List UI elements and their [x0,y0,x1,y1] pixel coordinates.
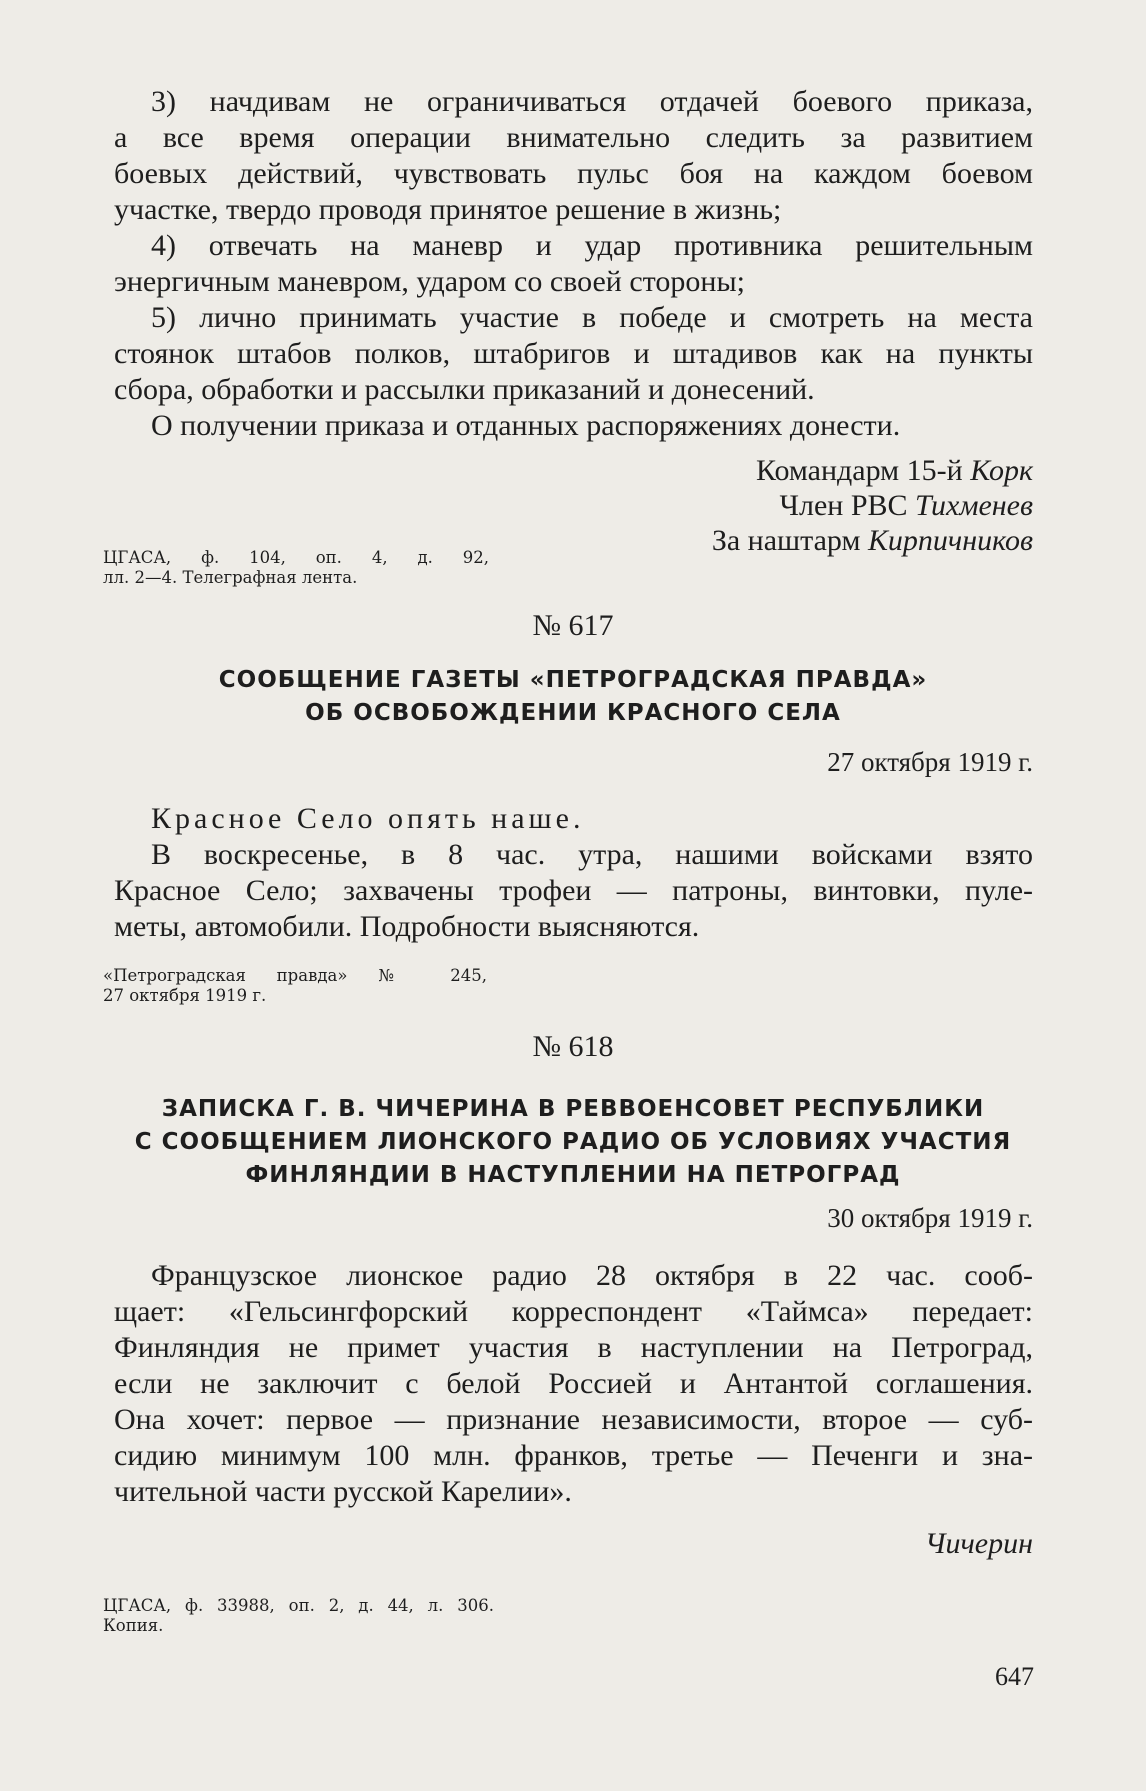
body-line: если не заключит с белой Россией и Антантой соглашения. [114,1367,1033,1400]
document-title: ФИНЛЯНДИИ В НАСТУПЛЕНИИ НА ПЕТРОГРАД [245,1162,901,1188]
archive-source: Копия. [103,1616,164,1635]
newspaper-source: «Петроградская правда» № 245, [103,966,487,985]
body-line: чительной части русской Карелии». [114,1475,572,1508]
signature-line [114,489,1033,523]
body-line: щает: «Гельсингфорский корреспондент «Таймса» передает: [114,1295,1033,1328]
body-line: 5) лично принимать участие в победе и смотреть на места [151,301,1033,334]
document-date: 27 октября 1919 г. [827,747,1033,777]
signatory-role: Командарм 15-й [755,454,963,487]
document-number: № 618 [532,1030,614,1063]
signature-line [114,454,1033,488]
body-line: Красное Село; захвачены трофеи — патроны, винтовки, пуле- [114,874,1033,907]
body-line: Французское лионское радио 28 октября в 22 час. сооб- [151,1259,1033,1292]
signatory-role: Член РВС [779,489,908,522]
document-number: № 617 [532,609,614,642]
newspaper-source: 27 октября 1919 г. [103,986,267,1005]
document-title: ЗАПИСКА Г. В. ЧИЧЕРИНА В РЕВВОЕНСОВЕТ РЕСПУБЛИКИ [161,1096,985,1122]
body-line: 3) начдивам не ограничиваться отдачей боевого приказа, [151,85,1033,118]
body-line: энергичным маневром, ударом со своей стороны; [114,265,745,298]
body-line: сидию минимум 100 млн. франков, третье — Печенги и зна- [114,1439,1033,1472]
body-line: стоянок штабов полков, штабригов и штадивов как на пункты [114,337,1033,370]
body-line: О получении приказа и отданных распоряжениях донести. [151,409,901,442]
signatory-name: Тихменев [915,489,1033,522]
body-line: Финляндия не примет участия в наступлении на Петроград, [114,1331,1033,1364]
signatory-name: Кирпичников [867,524,1033,557]
document-date: 30 октября 1919 г. [827,1203,1033,1233]
body-line: меты, автомобили. Подробности выясняются. [114,910,700,943]
body-line: боевых действий, чувствовать пульс боя на каждом боевом [114,157,1033,190]
body-line: а все время операции внимательно следить за развитием [114,121,1033,154]
body-line: сбора, обработки и рассылки приказаний и донесений. [114,373,815,406]
body-line: В воскресенье, в 8 час. утра, нашими войсками взято [151,838,1033,871]
archive-source: ЦГАСА, ф. 33988, оп. 2, д. 44, л. 306. [103,1596,494,1615]
document-title: С СООБЩЕНИЕМ ЛИОНСКОГО РАДИО ОБ УСЛОВИЯХ УЧАСТИЯ [134,1129,1012,1155]
archive-source: ЦГАСА, ф. 104, оп. 4, д. 92, [103,548,489,567]
body-line: Она хочет: первое — признание независимости, второе — суб- [114,1403,1033,1436]
body-line: участке, твердо проводя принятое решение в жизнь; [114,193,782,226]
signature-name: Чичерин [924,1527,1033,1560]
body-line: 4) отвечать на маневр и удар противника решительным [151,229,1033,262]
signatory-name: Корк [970,454,1033,487]
headline: Красное Село опять наше. [151,802,585,835]
document-title: ОБ ОСВОБОЖДЕНИИ КРАСНОГО СЕЛА [305,700,841,726]
page-number: 647 [995,1662,1034,1691]
signatory-role: За наштарм [711,524,861,557]
archive-source: лл. 2—4. Телеграфная лента. [103,568,358,587]
document-title: СООБЩЕНИЕ ГАЗЕТЫ «ПЕТРОГРАДСКАЯ ПРАВДА» [218,667,928,693]
